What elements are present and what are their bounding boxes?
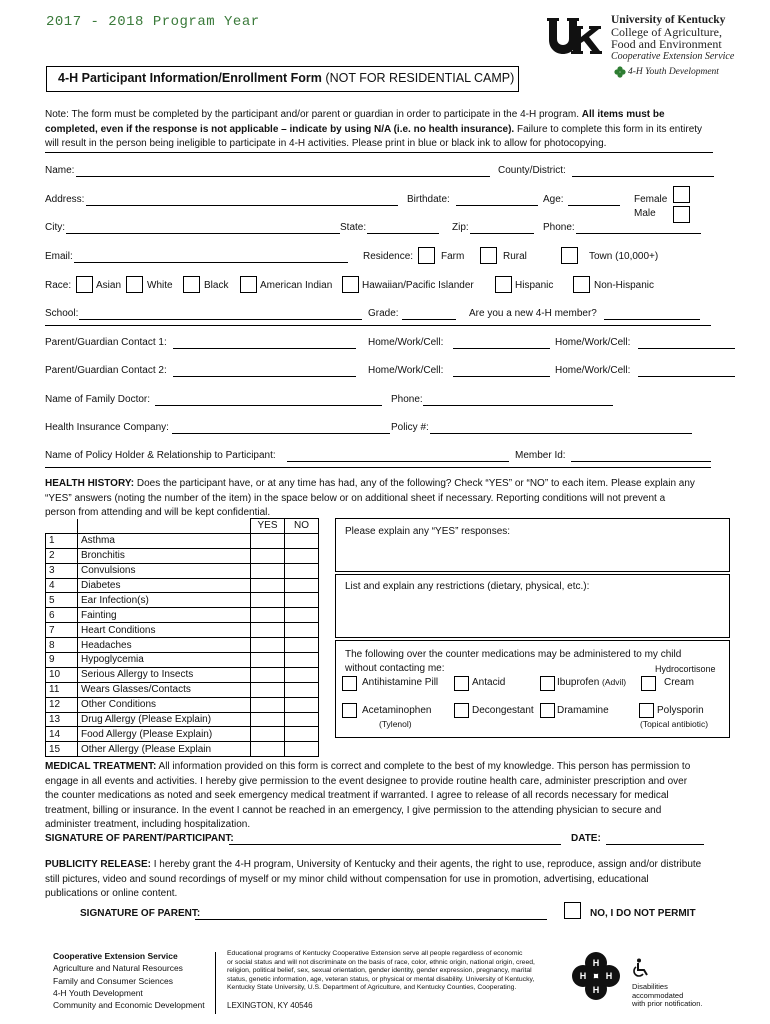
health-yes-cell[interactable]: [251, 578, 285, 593]
health-no-cell[interactable]: [285, 712, 319, 727]
zip-label: Zip:: [452, 222, 469, 233]
city-field[interactable]: [66, 233, 340, 234]
hydro-label: Hydrocortisone: [655, 664, 716, 674]
email-field[interactable]: [74, 262, 348, 263]
health-row: [46, 667, 319, 682]
footer-disab: [632, 983, 702, 1009]
doctor-field[interactable]: [155, 405, 382, 406]
health-item-label: Headaches: [78, 638, 251, 653]
clover-icon: [614, 66, 626, 78]
hydrocortisone-checkbox[interactable]: [641, 676, 656, 691]
uk-line-1: University of Kentucky: [611, 14, 726, 26]
new-member-field[interactable]: [604, 319, 700, 320]
contact2-hwc2-label: Home/Work/Cell:: [555, 365, 631, 376]
health-item-label: Bronchitis: [78, 548, 251, 563]
policy-label: Policy #:: [391, 422, 429, 433]
footer-disab-2: accommodated: [632, 990, 684, 1000]
note-1b: All items must be: [581, 109, 665, 120]
health-item-label: Hypoglycemia: [78, 653, 251, 668]
grade-field[interactable]: [402, 319, 456, 320]
county-label: County/District:: [498, 165, 566, 176]
health-no-cell[interactable]: [285, 682, 319, 697]
hawaiian-checkbox[interactable]: [342, 276, 359, 293]
farm-checkbox[interactable]: [418, 247, 435, 264]
ibuprofen-checkbox[interactable]: [540, 676, 555, 691]
school-field[interactable]: [79, 319, 362, 320]
town-label: Town (10,000+): [589, 251, 659, 262]
header-ces: Cooperative Extension Service: [611, 51, 735, 62]
antacid-checkbox[interactable]: [454, 676, 469, 691]
health-history-text: [45, 477, 695, 521]
no-permit-label: NO, I DO NOT PERMIT: [590, 908, 696, 919]
health-no-cell[interactable]: [285, 697, 319, 712]
health-yes-cell[interactable]: [251, 623, 285, 638]
advil-text: (Advil): [602, 677, 627, 687]
contact2-hwc1-field[interactable]: [453, 376, 550, 377]
health-item-label: Other Conditions: [78, 697, 251, 712]
health-item-label: Fainting: [78, 608, 251, 623]
county-field[interactable]: [572, 176, 714, 177]
uk-logo: [545, 16, 603, 62]
black-label: Black: [204, 280, 229, 291]
antihistamine-label: Antihistamine Pill: [362, 677, 439, 688]
member-id-label: Member Id:: [515, 450, 566, 461]
ibuprofen-text: Ibuprofen: [557, 677, 600, 688]
medical-sig-field[interactable]: [229, 844, 561, 845]
health-row: [46, 623, 319, 638]
otc-line-2: without contacting me:: [345, 663, 445, 674]
medical-l1: All information provided on this form is correct and complete to the best of my knowledge. This person has permission to: [156, 761, 691, 772]
health-row: [46, 593, 319, 608]
health-no-cell[interactable]: [285, 653, 319, 668]
health-yes-cell[interactable]: [251, 638, 285, 653]
svg-text:H: H: [579, 971, 587, 981]
health-history-l3: person from attending and will be kept confidential.: [45, 507, 271, 518]
race-label: Race:: [45, 280, 72, 291]
medical-l5: administer treatment, including hospitalization.: [45, 819, 251, 830]
topical-label: (Topical antibiotic): [640, 719, 709, 729]
antihistamine-checkbox[interactable]: [342, 676, 357, 691]
contact1-label: Parent/Guardian Contact 1:: [45, 337, 167, 348]
age-field[interactable]: [568, 205, 620, 206]
grade-label: Grade:: [368, 308, 399, 319]
email-label: Email:: [45, 251, 73, 262]
health-yes-cell[interactable]: [251, 742, 285, 757]
health-item-number: 6: [46, 608, 78, 623]
health-history-l1: Does the participant have, or at any time has had, any of the following? Check “YES” or “NO” to each item. Please explain any: [134, 478, 695, 489]
birthdate-label: Birthdate:: [407, 194, 450, 205]
health-row: [46, 563, 319, 578]
uk-line-2: College of Agriculture,: [611, 25, 722, 39]
health-item-label: Serious Allergy to Insects: [78, 667, 251, 682]
male-checkbox[interactable]: [673, 206, 690, 223]
health-item-label: Other Allergy (Please Explain: [78, 742, 251, 757]
medical-label: MEDICAL TREATMENT:: [45, 761, 157, 772]
non-hispanic-checkbox[interactable]: [573, 276, 590, 293]
health-row: [46, 578, 319, 593]
contact2-hwc2-field[interactable]: [638, 376, 735, 377]
health-no-cell[interactable]: [285, 667, 319, 682]
footer-edu-5: Kentucky State University, U.S. Department of Agriculture, and Kentucky Counties, Cooperating.: [227, 984, 517, 991]
health-no-cell[interactable]: [285, 608, 319, 623]
publicity-label: PUBLICITY RELEASE:: [45, 859, 151, 870]
hispanic-label: Hispanic: [515, 280, 554, 291]
health-header-row: [46, 519, 319, 534]
svg-text:H: H: [592, 958, 600, 968]
otc-line-1: The following over the counter medications may be administered to my child: [345, 649, 682, 660]
svg-text:H: H: [592, 985, 600, 995]
cream-label: Cream: [664, 677, 695, 688]
health-item-number: 12: [46, 697, 78, 712]
health-row: [46, 682, 319, 697]
name-field[interactable]: [76, 176, 490, 177]
publicity-sig-label: SIGNATURE OF PARENT:: [80, 908, 201, 919]
uk-line-3: Food and Environment: [611, 37, 722, 51]
zip-field[interactable]: [470, 233, 534, 234]
four-h-clover-icon: [570, 950, 622, 1002]
medical-date-field[interactable]: [606, 844, 704, 845]
health-yes-cell[interactable]: [251, 593, 285, 608]
city-label: City:: [45, 222, 65, 233]
health-item-number: 9: [46, 653, 78, 668]
note-3: will result in the person being ineligible to participate in 4-H activities. Please print in blue or black ink to allow for photocopying.: [45, 138, 607, 149]
health-item-number: 11: [46, 682, 78, 697]
dramamine-checkbox[interactable]: [540, 703, 555, 718]
publicity-text: [45, 858, 701, 902]
antacid-label: Antacid: [472, 677, 506, 688]
health-no-cell[interactable]: [285, 548, 319, 563]
uk-name: [611, 14, 725, 50]
no-header: NO: [285, 519, 319, 534]
medical-l2: engage in all events and activities. I hereby give permission to the event designee to provide routine health care, administer prescription and over: [45, 775, 688, 787]
health-item-number: 4: [46, 578, 78, 593]
health-item-label: Asthma: [78, 533, 251, 548]
health-item-number: 7: [46, 623, 78, 638]
health-item-number: 10: [46, 667, 78, 682]
american-indian-label: American Indian: [260, 280, 333, 291]
state-label: State:: [340, 222, 367, 233]
contact2-hwc1-label: Home/Work/Cell:: [368, 365, 444, 376]
form-title-normal: (NOT FOR RESIDENTIAL CAMP): [325, 71, 515, 85]
contact2-field[interactable]: [173, 376, 356, 377]
footer-disab-1: Disabilities: [632, 982, 668, 991]
health-item-label: Wears Glasses/Contacts: [78, 682, 251, 697]
svg-text:H: H: [605, 971, 613, 981]
doctor-phone-label: Phone:: [391, 394, 423, 405]
footer-line-4: Community and Economic Development: [53, 1000, 205, 1011]
age-label: Age:: [543, 194, 564, 205]
yes-explain-label: Please explain any “YES” responses:: [345, 526, 511, 537]
health-row: [46, 727, 319, 742]
health-yes-cell[interactable]: [251, 667, 285, 682]
health-row: [46, 742, 319, 757]
contact1-hwc2-field[interactable]: [638, 348, 735, 349]
white-label: White: [147, 280, 173, 291]
footer-lexington: LEXINGTON, KY 40546: [227, 1001, 313, 1010]
health-item-label: Diabetes: [78, 578, 251, 593]
note-1a: Note: The form must be completed by the participant and/or parent or guardian in order to participate in the 4-H program.: [45, 109, 582, 120]
school-label: School:: [45, 308, 79, 319]
health-yes-cell[interactable]: [251, 563, 285, 578]
acetaminophen-checkbox[interactable]: [342, 703, 357, 718]
note-2a: completed, even if the response is not applicable – indicate by using N/A (i.e. no health insurance).: [45, 123, 515, 135]
health-no-cell[interactable]: [285, 638, 319, 653]
publicity-l1: I hereby grant the 4-H program, University of Kentucky and their agents, the right to use, reproduce, assign and/or distribute: [150, 859, 702, 870]
name-label: Name:: [45, 165, 75, 176]
female-label: Female: [634, 194, 668, 205]
health-item-label: Convulsions: [78, 563, 251, 578]
footer-line-1: Agriculture and Natural Resources: [53, 963, 183, 974]
state-field[interactable]: [367, 233, 439, 234]
health-item-number: 2: [46, 548, 78, 563]
contact1-hwc1-label: Home/Work/Cell:: [368, 337, 444, 348]
contact1-hwc1-field[interactable]: [453, 348, 550, 349]
american-indian-checkbox[interactable]: [240, 276, 257, 293]
health-no-cell[interactable]: [285, 623, 319, 638]
divider: [45, 325, 711, 326]
health-yes-cell[interactable]: [251, 712, 285, 727]
health-item-number: 3: [46, 563, 78, 578]
rural-label: Rural: [503, 251, 527, 262]
note: [45, 108, 702, 152]
no-permit-checkbox[interactable]: [564, 902, 581, 919]
health-row: [46, 697, 319, 712]
restrictions-label: List and explain any restrictions (dietary, physical, etc.):: [345, 581, 590, 592]
health-history-label: HEALTH HISTORY:: [45, 478, 135, 489]
black-checkbox[interactable]: [183, 276, 200, 293]
health-history-l2: “YES” answers (noting the number of the item) in the space below or on additional sheet if necessary. Reporting conditions will not prevent a: [45, 492, 666, 504]
health-no-cell[interactable]: [285, 533, 319, 548]
health-item-number: 14: [46, 727, 78, 742]
health-yes-cell[interactable]: [251, 697, 285, 712]
medical-l4: treatment, billing or insurance. In the event I cannot be reached in an emergency, I give permission to the attending physician to secure and: [45, 804, 662, 816]
asian-checkbox[interactable]: [76, 276, 93, 293]
health-yes-cell[interactable]: [251, 548, 285, 563]
dramamine-label: Dramamine: [557, 705, 609, 716]
asian-label: Asian: [96, 280, 122, 291]
decongestant-checkbox[interactable]: [454, 703, 469, 718]
yes-header: YES: [251, 519, 285, 534]
birthdate-field[interactable]: [456, 205, 538, 206]
footer-line-2: Family and Consumer Sciences: [53, 975, 173, 986]
policy-field[interactable]: [430, 433, 692, 434]
insurance-field[interactable]: [172, 433, 390, 434]
health-item-label: Drug Allergy (Please Explain): [78, 712, 251, 727]
ibuprofen-label: [557, 677, 626, 688]
footer-edu-2: or social status and will not discriminate on the basis of race, color, ethnic origin, national origin, creed,: [227, 958, 535, 966]
health-yes-cell[interactable]: [251, 682, 285, 697]
insurance-label: Health Insurance Company:: [45, 422, 169, 433]
footer-divider: [215, 952, 216, 1014]
health-no-cell[interactable]: [285, 593, 319, 608]
medical-sig-label: SIGNATURE OF PARENT/PARTICIPANT:: [45, 833, 234, 844]
health-item-number: 8: [46, 638, 78, 653]
health-no-cell[interactable]: [285, 742, 319, 757]
program-year: 2017 - 2018 Program Year: [46, 14, 260, 30]
health-item-label: Heart Conditions: [78, 623, 251, 638]
footer-left: [53, 950, 205, 1011]
health-item-label: Food Allergy (Please Explain): [78, 727, 251, 742]
health-item-label: Ear Infection(s): [78, 593, 251, 608]
footer-ces: Cooperative Extension Service: [53, 951, 178, 961]
phone-field[interactable]: [576, 233, 701, 234]
footer-edu-1: Educational programs of Kentucky Cooperative Extension serve all people regardless of economic: [227, 950, 523, 957]
medical-l3: the counter medications as noted and seek emergency medical treatment if warranted. I agree to release of all records necessary for medical: [45, 790, 669, 801]
footer-line-3: 4-H Youth Development: [53, 987, 143, 998]
note-2b: Failure to complete this form in its entirety: [514, 123, 703, 135]
health-table: [45, 518, 319, 757]
non-hispanic-label: Non-Hispanic: [594, 280, 655, 291]
health-yes-cell[interactable]: [251, 727, 285, 742]
residence-label: Residence:: [363, 251, 414, 262]
tylenol-label: (Tylenol): [379, 719, 412, 729]
rural-checkbox[interactable]: [480, 247, 497, 264]
form-title-bold: 4-H Participant Information/Enrollment Form: [58, 71, 322, 85]
health-yes-cell[interactable]: [251, 533, 285, 548]
policy-holder-label: Name of Policy Holder & Relationship to Participant:: [45, 450, 276, 461]
contact1-hwc2-label: Home/Work/Cell:: [555, 337, 631, 348]
health-item-number: 5: [46, 593, 78, 608]
health-item-number: 15: [46, 742, 78, 757]
health-no-cell[interactable]: [285, 578, 319, 593]
new-member-label: Are you a new 4-H member?: [469, 308, 597, 319]
medical-text: [45, 760, 690, 833]
member-id-field[interactable]: [571, 461, 711, 462]
hispanic-checkbox[interactable]: [495, 276, 512, 293]
health-row: [46, 712, 319, 727]
wheelchair-icon: [632, 958, 650, 978]
health-row: [46, 548, 319, 563]
header-youth: 4-H Youth Development: [628, 67, 719, 77]
health-item-number: 13: [46, 712, 78, 727]
health-row: [46, 533, 319, 548]
publicity-sig-field[interactable]: [195, 919, 547, 920]
contact1-field[interactable]: [173, 348, 356, 349]
publicity-l3: publications or online content.: [45, 888, 178, 899]
health-yes-cell[interactable]: [251, 653, 285, 668]
health-item-number: 1: [46, 533, 78, 548]
address-label: Address:: [45, 194, 85, 205]
contact2-label: Parent/Guardian Contact 2:: [45, 365, 167, 376]
footer-edu-3: religion, political belief, sex, sexual orientation, gender identity, gender expression, pregnancy, marital: [227, 967, 532, 974]
health-row: [46, 653, 319, 668]
health-no-cell[interactable]: [285, 727, 319, 742]
health-yes-cell[interactable]: [251, 608, 285, 623]
decongestant-label: Decongestant: [472, 705, 534, 716]
health-row: [46, 638, 319, 653]
divider: [45, 467, 711, 468]
acetaminophen-label: Acetaminophen: [362, 705, 432, 716]
health-no-cell[interactable]: [285, 563, 319, 578]
female-checkbox[interactable]: [673, 186, 690, 203]
male-label: Male: [634, 208, 656, 219]
doctor-label: Name of Family Doctor:: [45, 394, 151, 405]
phone-label: Phone:: [543, 222, 575, 233]
medical-date-label: DATE:: [571, 833, 601, 844]
address-field[interactable]: [86, 205, 398, 206]
farm-label: Farm: [441, 251, 465, 262]
white-checkbox[interactable]: [126, 276, 143, 293]
form-title: [58, 71, 514, 85]
hawaiian-label: Hawaiian/Pacific Islander: [362, 280, 474, 291]
publicity-l2: still pictures, video and sound recordings of myself or my minor child without compensation for use in promotion, advertising, educational: [45, 873, 649, 885]
footer-edu-4: status, genetic information, age, veteran status, or physical or mental disability. University of Kentucky,: [227, 975, 535, 983]
footer-edu: [227, 950, 535, 993]
polysporin-checkbox[interactable]: [639, 703, 654, 718]
footer-disab-3: with prior notification.: [632, 999, 703, 1008]
health-row: [46, 608, 319, 623]
town-checkbox[interactable]: [561, 247, 578, 264]
divider: [45, 152, 713, 153]
policy-holder-field[interactable]: [287, 461, 509, 462]
doctor-phone-field[interactable]: [423, 405, 613, 406]
polysporin-label: Polysporin: [657, 705, 704, 716]
